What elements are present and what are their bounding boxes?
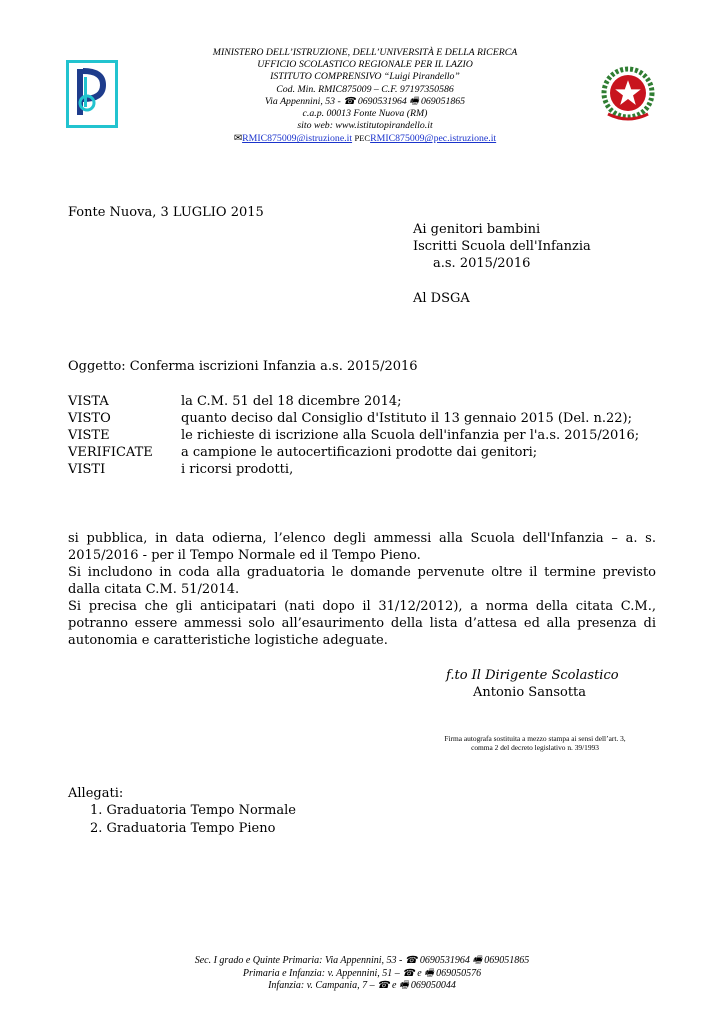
footer-line-1: Sec. I grado e Quinte Primaria: Via Appennini, 53 - ☎ 0690531964 🖷 069051865 (194, 955, 530, 966)
recipient-line-3: a.s. 2015/2016 (433, 256, 531, 271)
preamble-label: VISTI (68, 462, 106, 477)
subject-line: Oggetto: Conferma iscrizioni Infanzia a.s. 2015/2016 (68, 359, 418, 374)
preamble-item (68, 444, 656, 461)
preamble-text: a campione le autocertificazioni prodotte dai genitori; (181, 445, 538, 460)
preamble-item (68, 427, 656, 444)
address-phone-line: Via Appennini, 53 - ☎ 0690531964 🖷 069051865 (264, 95, 466, 107)
preamble-item (68, 461, 656, 478)
signature-note-line-2: comma 2 del decreto legislativo n. 39/1993 (471, 743, 599, 752)
preamble-text: le richieste di iscrizione alla Scuola dell'infanzia per l'a.s. 2015/2016; (181, 428, 640, 443)
ministry-line: MINISTERO DELL’ISTRUZIONE, DELL’UNIVERSITÀ E DELLA RICERCA (212, 47, 518, 58)
pec-link[interactable]: RMIC875009@pec.istruzione.it (370, 133, 497, 145)
preamble-label: VISTA (68, 394, 109, 409)
signature-note-line-1: Firma autografa sostituita a mezzo stampa ai sensi dell’art. 3, (444, 734, 626, 743)
body-paragraph-3: Si precisa che gli anticipatari (nati dopo il 31/12/2012), a norma della citata C.M., potranno essere ammessi solo all’esaurimento della lista d’attesa ed alla presenza di autonomia e caratteristiche logistiche adeguate. (68, 599, 656, 649)
attachment-item: 2. Graduatoria Tempo Pieno (90, 821, 276, 836)
school-logo (66, 60, 118, 128)
preamble-text: la C.M. 51 del 18 dicembre 2014; (181, 394, 402, 409)
footer (100, 955, 624, 993)
body-paragraph-1: si pubblica, in data odierna, l’elenco degli ammessi alla Scuola dell'Infanzia – a. s. 2015/2016 - per il Tempo Normale ed il Tempo Pieno. (68, 531, 656, 564)
attachment-item: 1. Graduatoria Tempo Normale (90, 803, 296, 818)
pec-label: PEC (354, 133, 371, 144)
email-line (150, 132, 580, 145)
recipient-line-2: Iscritti Scuola dell'Infanzia (413, 239, 591, 254)
signature-name: Antonio Sansotta (473, 685, 587, 700)
preamble-label: VISTO (68, 411, 111, 426)
italian-republic-emblem (598, 64, 658, 124)
place-date: Fonte Nuova, 3 LUGLIO 2015 (68, 205, 264, 220)
signature-note (420, 734, 650, 752)
website-line: sito web: www.istitutopirandello.it (297, 120, 433, 132)
preamble-item (68, 410, 656, 427)
letterhead (150, 47, 580, 146)
preamble-item (68, 393, 656, 410)
body-paragraph-2: Si includono in coda alla graduatoria le domande pervenute oltre il termine previsto dalla citata C.M. 51/2014. (68, 565, 656, 598)
school-name-line: ISTITUTO COMPRENSIVO “Luigi Pirandello” (270, 71, 460, 83)
recipient-dsga: Al DSGA (413, 291, 470, 306)
preamble-label: VERIFICATE (68, 445, 153, 460)
preamble-label: VISTE (68, 428, 110, 443)
signature-role: f.to Il Dirigente Scolastico (446, 668, 619, 683)
envelope-icon: ✉ (233, 133, 243, 145)
school-code-line: Cod. Min. RMIC875009 – C.F. 97197350586 (276, 83, 454, 95)
regional-office-line: UFFICIO SCOLASTICO REGIONALE PER IL LAZIO (257, 59, 473, 71)
attachments-heading: Allegati: (68, 786, 124, 801)
recipient-line-1: Ai genitori bambini (413, 222, 541, 237)
email-link[interactable]: RMIC875009@istruzione.it (242, 133, 353, 145)
footer-line-3: Infanzia: v. Campania, 7 – ☎ e 🖷 069050044 (268, 980, 456, 991)
preamble-text: quanto deciso dal Consiglio d'Istituto il 13 gennaio 2015 (Del. n.22); (181, 411, 632, 426)
preamble-list (68, 393, 656, 478)
preamble-text: i ricorsi prodotti, (181, 462, 294, 477)
footer-line-2: Primaria e Infanzia: v. Appennini, 51 – ☎ e 🖷 069050576 (242, 967, 482, 979)
postal-line: c.a.p. 00013 Fonte Nuova (RM) (302, 108, 428, 120)
